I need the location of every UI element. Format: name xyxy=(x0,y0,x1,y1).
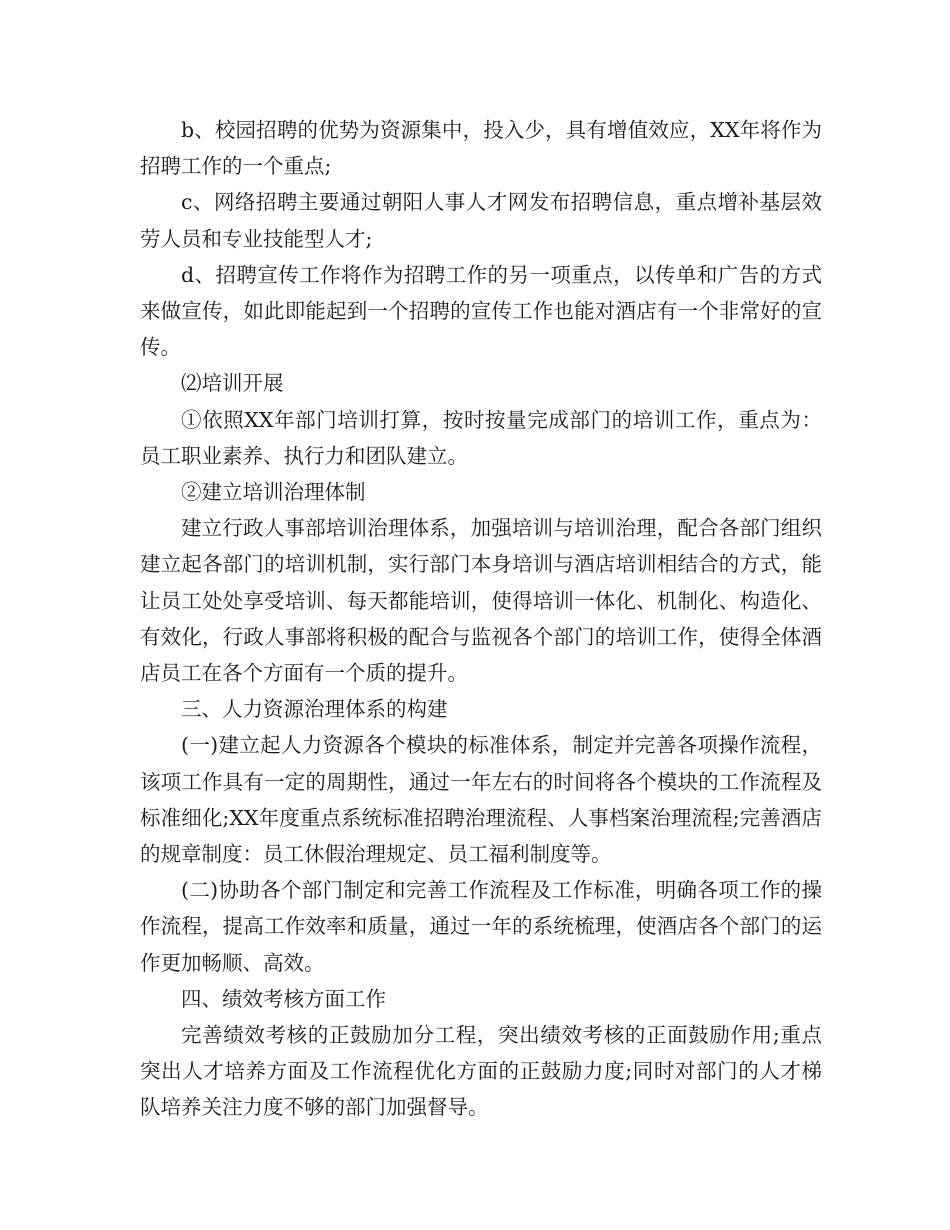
paragraph-campus-recruitment: b、校园招聘的优势为资源集中，投入少，具有增值效应，XX年将作为招聘工作的一个重点; xyxy=(140,118,822,179)
heading-training-system: ②建立培训治理体制 xyxy=(181,480,366,505)
paragraph-department-workflows: (二)协助各个部门制定和完善工作流程及工作标准，明确各项工作的操作流程，提高工作效率和质量，通过一年的系统梳理，使酒店各个部门的运作更加畅顺、高效。 xyxy=(140,878,822,975)
heading-performance: 四、绩效考核方面工作 xyxy=(181,986,386,1011)
paragraph-performance: 完善绩效考核的正鼓励加分工程，突出绩效考核的正面鼓励作用;重点突出人才培养方面及工作流程优化方面的正鼓励力度;同时对部门的人才梯队培养关注力度不够的部门加强督导。 xyxy=(140,1023,822,1120)
paragraph-hr-standards: (一)建立起人力资源各个模块的标准体系，制定并完善各项操作流程，该项工作具有一定的周期性，通过一年左右的时间将各个模块的工作流程及标准细化;XX年度重点系统标准招聘治理流程、人事档案治理流程;完善酒店的规章制度：员工休假治理规定、员工福利制度等。 xyxy=(140,733,822,867)
heading-training: ⑵培训开展 xyxy=(181,371,284,396)
paragraph-recruitment-publicity: d、招聘宣传工作将作为招聘工作的另一项重点，以传单和广告的方式来做宣传，如此即能起到一个招聘的宣传工作也能对酒店有一个非常好的宣传。 xyxy=(140,262,822,360)
paragraph-online-recruitment: c、网络招聘主要通过朝阳人事人才网发布招聘信息，重点增补基层效劳人员和专业技能型人才; xyxy=(140,190,822,251)
paragraph-training-system: 建立行政人事部培训治理体系，加强培训与培训治理，配合各部门组织建立起各部门的培训机制，实行部门本身培训与酒店培训相结合的方式，能让员工处处享受培训、每天都能培训，使得培训一体化、机制化、构造化、有效化，行政人事部将积极的配合与监视各个部门的培训工作，使得全体酒店员工在各个方面有一个质的提升。 xyxy=(140,516,822,686)
paragraph-training-plan: ①依照XX年部门培训打算，按时按量完成部门的培训工作，重点为：员工职业素养、执行力和团队建立。 xyxy=(140,407,822,468)
heading-hr-system: 三、人力资源治理体系的构建 xyxy=(181,697,448,722)
